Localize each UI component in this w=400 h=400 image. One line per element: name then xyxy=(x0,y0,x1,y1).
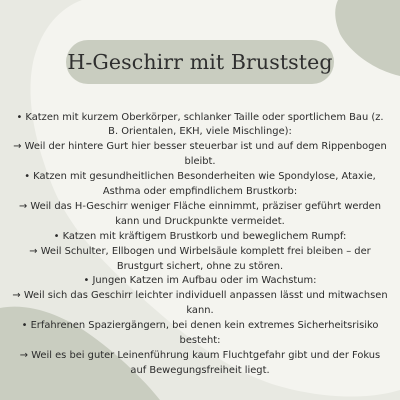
list-item-reason: → Weil sich das Geschirr leichter individuell anpassen lässt und mitwachsen kann. xyxy=(12,290,388,317)
benefit-list xyxy=(12,111,388,379)
list-item-bullet: • Jungen Katzen im Aufbau oder im Wachstum: xyxy=(83,275,317,287)
list-item-reason: → Weil der hintere Gurt hier besser steuerbar ist und auf dem Rippenbogen bleibt. xyxy=(13,141,387,168)
page-title: H-Geschirr mit Bruststeg xyxy=(67,50,333,74)
list-item-reason: → Weil Schulter, Ellbogen und Wirbelsäule komplett frei bleiben – der Brustgurt sichert, ohne zu stören. xyxy=(29,245,371,272)
list-item-reason: → Weil es bei guter Leinenführung kaum Fluchtgefahr gibt und der Fokus auf Bewegungsfreiheit liegt. xyxy=(19,350,381,376)
list-item-bullet: • Katzen mit gesundheitlichen Besonderheiten wie Spondylose, Ataxie, Asthma oder empfindlichem Brustkorb: xyxy=(24,171,376,198)
list-item-reason: → Weil das H-Geschirr weniger Fläche einnimmt, präziser geführt werden kann und Druckpunkte vermeidet. xyxy=(19,200,381,227)
list-item-bullet: • Katzen mit kräftigem Brustkorb und beweglichem Rumpf: xyxy=(53,230,347,242)
title-pill xyxy=(66,40,334,84)
list-item-bullet: • Erfahrenen Spaziergängern, bei denen kein extremes Sicherheitsrisiko besteht: xyxy=(21,320,379,347)
list-item-bullet: • Katzen mit kurzem Oberkörper, schlanker Taille oder sportlichem Bau (z. B. Orientalen, EKH, viele Mischlinge): xyxy=(16,111,384,138)
